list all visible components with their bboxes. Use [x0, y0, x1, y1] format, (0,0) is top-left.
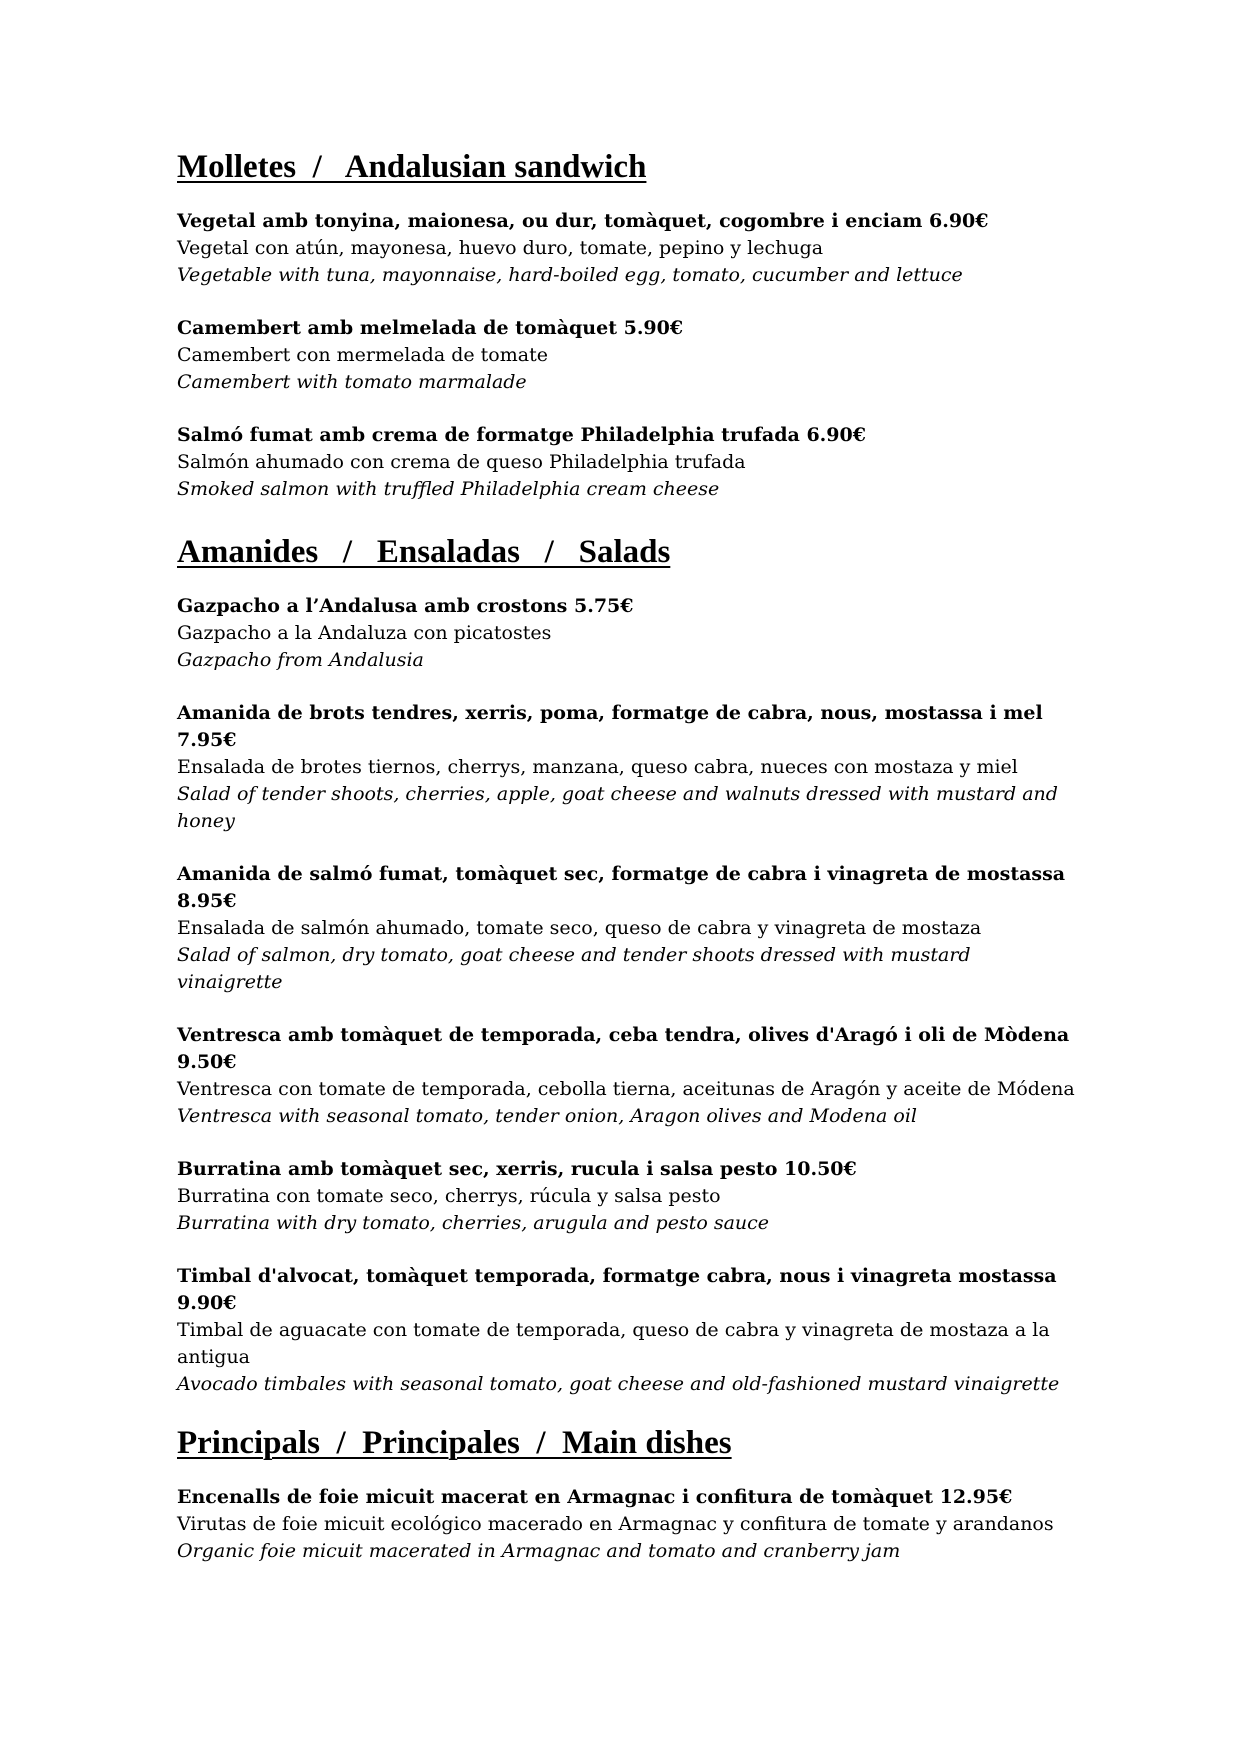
menu-item [177, 208, 1077, 289]
section-title: Molletes / Andalusian sandwich [177, 149, 647, 185]
item-name-spanish: Gazpacho a la Andaluza con picatostes [177, 622, 552, 644]
item-name-catalan: Ventresca amb tomàquet de temporada, ceba tendra, olives d'Aragó i oli de Mòdena 9.50€ [177, 1024, 1070, 1073]
menu-item [177, 1022, 1077, 1130]
item-name-english: Burratina with dry tomato, cherries, arugula and pesto sauce [177, 1212, 770, 1234]
item-name-english: Salad of salmon, dry tomato, goat cheese and tender shoots dressed with mustard vinaigrette [177, 944, 971, 993]
item-name-english: Smoked salmon with truffled Philadelphia cream cheese [177, 478, 720, 500]
item-name-catalan: Gazpacho a l’Andalusa amb crostons 5.75€ [177, 595, 634, 617]
menu-item [177, 315, 1077, 396]
menu-item [177, 1156, 1077, 1237]
item-name-spanish: Salmón ahumado con crema de queso Philadelphia trufada [177, 451, 746, 473]
item-name-english: Gazpacho from Andalusia [177, 649, 424, 671]
section-molletes [177, 148, 1077, 503]
item-name-english: Salad of tender shoots, cherries, apple, goat cheese and walnuts dressed with mustard and honey [177, 783, 1058, 832]
item-name-spanish: Ventresca con tomate de temporada, cebolla tierna, aceitunas de Aragón y aceite de Módena [177, 1078, 1075, 1100]
section-title: Principals / Principales / Main dishes [177, 1425, 732, 1461]
item-name-english: Camembert with tomato marmalade [177, 371, 527, 393]
item-name-catalan: Camembert amb melmelada de tomàquet 5.90€ [177, 317, 684, 339]
item-name-catalan: Amanida de brots tendres, xerris, poma, formatge de cabra, nous, mostassa i mel 7.95€ [177, 702, 1043, 751]
item-name-catalan: Burratina amb tomàquet sec, xerris, rucula i salsa pesto 10.50€ [177, 1158, 857, 1180]
item-name-spanish: Vegetal con atún, mayonesa, huevo duro, tomate, pepino y lechuga [177, 237, 824, 259]
menu-item [177, 1263, 1077, 1398]
item-name-english: Vegetable with tuna, mayonnaise, hard-boiled egg, tomato, cucumber and lettuce [177, 264, 963, 286]
item-name-spanish: Virutas de foie micuit ecológico macerado en Armagnac y confitura de tomate y arandanos [177, 1513, 1054, 1535]
item-name-english: Ventresca with seasonal tomato, tender onion, Aragon olives and Modena oil [177, 1105, 917, 1127]
item-name-catalan: Vegetal amb tonyina, maionesa, ou dur, tomàquet, cogombre i enciam 6.90€ [177, 210, 989, 232]
item-name-catalan: Salmó fumat amb crema de formatge Philadelphia trufada 6.90€ [177, 424, 866, 446]
section-salads [177, 533, 1077, 1398]
section-main-dishes [177, 1424, 1077, 1565]
menu-item [177, 422, 1077, 503]
menu-item [177, 700, 1077, 835]
item-name-english: Organic foie micuit macerated in Armagnac and tomato and cranberry jam [177, 1540, 901, 1562]
menu-item [177, 1484, 1077, 1565]
section-title: Amanides / Ensaladas / Salads [177, 534, 671, 570]
item-name-catalan: Timbal d'alvocat, tomàquet temporada, formatge cabra, nous i vinagreta mostassa 9.90€ [177, 1265, 1057, 1314]
item-name-spanish: Ensalada de salmón ahumado, tomate seco, queso de cabra y vinagreta de mostaza [177, 917, 982, 939]
item-name-spanish: Camembert con mermelada de tomate [177, 344, 548, 366]
item-name-spanish: Ensalada de brotes tiernos, cherrys, manzana, queso cabra, nueces con mostaza y miel [177, 756, 1018, 778]
item-name-spanish: Timbal de aguacate con tomate de temporada, queso de cabra y vinagreta de mostaza a la antigua [177, 1319, 1050, 1368]
item-name-spanish: Burratina con tomate seco, cherrys, rúcula y salsa pesto [177, 1185, 721, 1207]
menu-item [177, 861, 1077, 996]
item-name-english: Avocado timbales with seasonal tomato, goat cheese and old-fashioned mustard vinaigrette [177, 1373, 1060, 1395]
item-name-catalan: Amanida de salmó fumat, tomàquet sec, formatge de cabra i vinagreta de mostassa 8.95€ [177, 863, 1066, 912]
menu-item [177, 593, 1077, 674]
menu-page [177, 148, 1077, 1601]
item-name-catalan: Encenalls de foie micuit macerat en Armagnac i confitura de tomàquet 12.95€ [177, 1486, 1013, 1508]
